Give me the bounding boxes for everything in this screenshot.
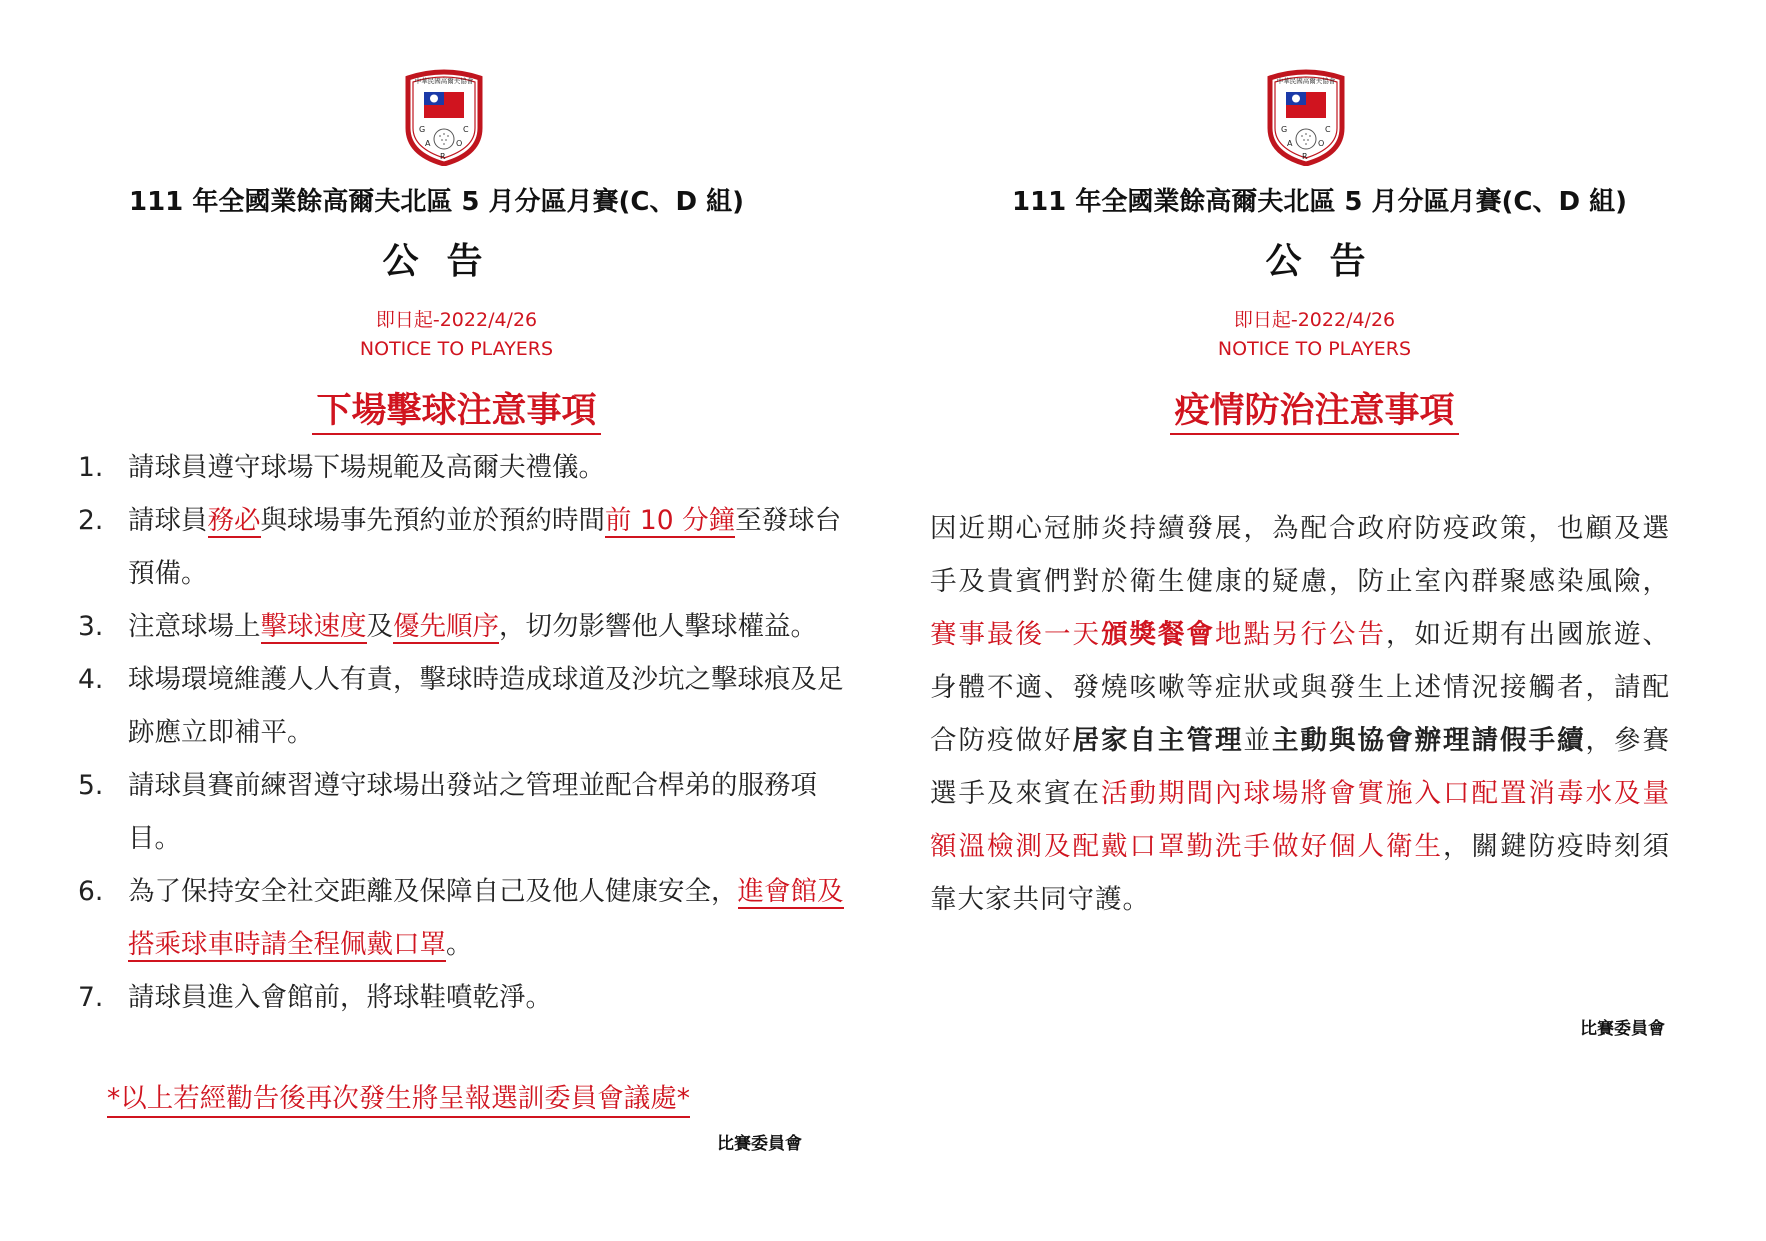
rule-text: ，切勿影響他人擊球權益。 [499,611,817,642]
paragraph-emphasis: 地點另行公告 [1215,619,1386,650]
list-item [78,971,848,1024]
list-number: 5. [78,770,104,801]
list-item [78,653,848,759]
list-item [78,600,848,653]
logo-letter-r: R [440,152,446,161]
list-item [78,494,848,600]
effective-date: 即日起-2022/4/26 [375,309,538,331]
paragraph-emphasis: 活動期間內球場將會實施入口配置消毒水及量額溫檢測及配戴口罩勤洗手做好個人衛生 [930,778,1670,862]
logo-ring-text: 中華民國高爾夫協會 [1276,77,1336,85]
paragraph-emphasis: 賽事最後一天 [930,619,1101,650]
rule-emphasis: 優先順序 [393,611,499,642]
logo-letter-c: C [463,125,469,134]
notice-title: 公告 [382,241,511,282]
committee-signature: 比賽委員會 [1580,1019,1665,1039]
rules-list [78,441,848,1024]
garoc-logo [1264,68,1348,166]
paragraph-emphasis: 頒獎餐會 [1101,619,1215,650]
section-title [15,383,898,433]
section-title [873,383,1756,433]
notice-to-players: NOTICE TO PLAYERS [359,338,554,360]
section-title-text: 下場擊球注意事項 [312,391,600,435]
notice-title: 公告 [1265,241,1394,282]
list-number: 3. [78,611,104,642]
tournament-heading: 111 年全國業餘高爾夫北區 5 月分區月賽(C、D 組) [1012,187,1627,217]
logo-letter-c: C [1325,125,1331,134]
paragraph-text: ，關鍵防疫時刻須靠大家共同守護。 [930,831,1670,915]
paragraph-emphasis: 主動與協會辦理請假手續 [1272,725,1586,756]
paragraph-text: ，如近期有出國旅遊、身體不適、發燒咳嗽等症狀或與發生上述情況接觸者，請配合防疫做好 [930,619,1670,756]
paragraph-emphasis: 居家自主管理 [1072,725,1244,756]
logo-letter-r: R [1302,152,1308,161]
logo-ring-text: 中華民國高爾夫協會 [414,77,474,85]
penalty-warning-text: *以上若經勸告後再次發生將呈報選訓委員會議處* [107,1083,690,1118]
effective-date: 即日起-2022/4/26 [1233,309,1396,331]
rule-text: 請球員遵守球場下場規範及高爾夫禮儀。 [128,452,605,483]
rule-text: 與球場事先預約並於預約時間 [260,505,605,536]
penalty-warning [107,1076,690,1115]
rule-text: 球場環境維護人人有責，擊球時造成球道及沙坑之擊球痕及足跡應立即補平。 [128,664,844,748]
logo-letter-g: G [1281,125,1288,134]
notice-to-players: NOTICE TO PLAYERS [1217,338,1412,360]
rule-emphasis: 擊球速度 [260,611,367,642]
paragraph-text: ，參賽選手及來賓在 [930,725,1670,809]
list-item [78,759,848,865]
list-number: 2. [78,505,104,536]
list-item [78,441,848,494]
section-title-text: 疫情防治注意事項 [1170,391,1458,435]
epidemic-prevention-paragraph [930,502,1670,926]
rule-text: 。 [446,929,473,960]
rule-text: 及 [366,611,393,642]
list-number: 6. [78,876,104,907]
logo-letter-g: G [419,125,426,134]
rule-text: 請球員賽前練習遵守球場出發站之管理並配合桿弟的服務項目。 [128,770,817,854]
list-item [78,865,848,971]
rule-text: 注意球場上 [128,611,261,642]
list-number: 7. [78,982,104,1013]
rule-emphasis: 進會館及搭乘球車時請全程佩戴口罩 [128,876,844,960]
rule-text: 至發球台預備。 [128,505,842,589]
logo-letter-o: O [1318,139,1325,148]
logo-letter-a: A [1287,139,1293,148]
paragraph-text: 並 [1243,725,1272,756]
logo-letter-a: A [425,139,431,148]
list-number: 4. [78,664,104,695]
garoc-logo [402,68,486,166]
rule-text: 請球員 [128,505,208,536]
list-number: 1. [78,452,104,483]
rule-emphasis: 前 10 分鐘 [605,505,736,536]
rule-emphasis: 務必 [207,505,261,536]
committee-signature: 比賽委員會 [717,1134,802,1154]
paragraph-text: 因近期心冠肺炎持續發展，為配合政府防疫政策，也顧及選手及貴賓們對於衛生健康的疑慮，防止室內群聚感染風險， [930,513,1670,597]
rule-text: 請球員進入會館前，將球鞋噴乾淨。 [128,982,552,1013]
tournament-heading: 111 年全國業餘高爾夫北區 5 月分區月賽(C、D 組) [129,187,744,217]
logo-letter-o: O [456,139,463,148]
rule-text: 為了保持安全社交距離及保障自己及他人健康安全， [128,876,738,907]
